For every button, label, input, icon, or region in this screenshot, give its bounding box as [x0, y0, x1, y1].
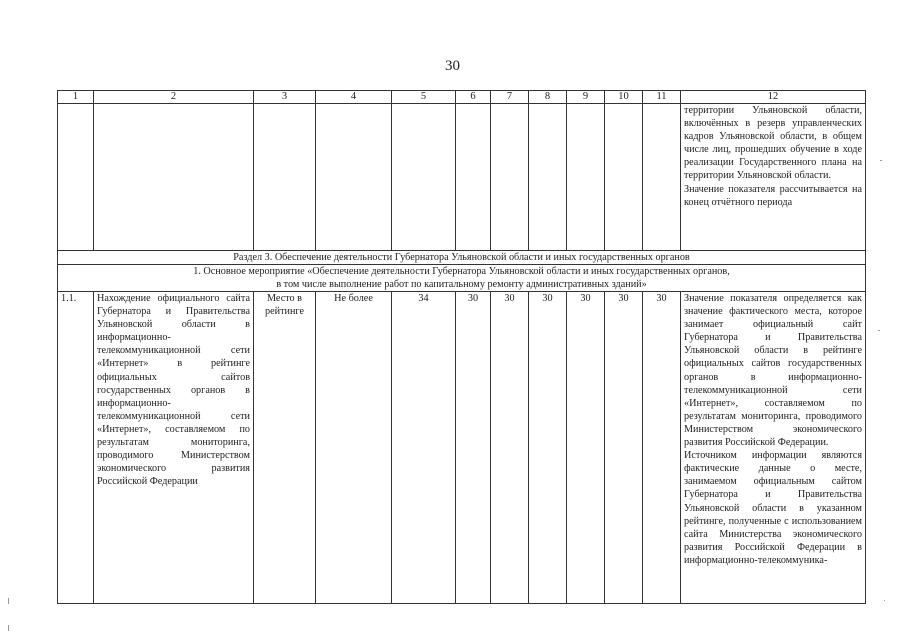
column-header-7: 7	[491, 91, 529, 104]
table-row	[58, 292, 866, 604]
column-header-11: 11	[643, 91, 681, 104]
section-row	[58, 251, 866, 265]
column-header-2: 2	[94, 91, 254, 104]
value-col-11: 30	[643, 292, 681, 604]
scan-mark	[8, 625, 9, 631]
measure-heading-line-2: в том числе выполнение работ по капитальному ремонту административных зданий»	[276, 279, 647, 290]
scan-mark	[880, 160, 882, 161]
value-col-5: 34	[392, 292, 456, 604]
section-heading: Раздел 3. Обеспечение деятельности Губернатора Ульяновской области и иных государственных органов	[58, 251, 866, 265]
column-header-1: 1	[58, 91, 94, 104]
continuation-row	[58, 104, 866, 251]
column-header-row	[58, 91, 866, 104]
indicators-table	[57, 90, 866, 604]
page-number: 30	[445, 58, 460, 74]
column-header-8: 8	[529, 91, 567, 104]
value-col-6: 30	[456, 292, 491, 604]
value-condition: Не более	[316, 292, 392, 604]
measure-heading-line-1: 1. Основное мероприятие «Обеспечение деятельности Губернатора Ульяновской области и иных государственных органов,	[193, 266, 730, 277]
value-col-10: 30	[605, 292, 643, 604]
column-header-10: 10	[605, 91, 643, 104]
continuation-text: территории Ульяновской области, включённых в резерв управленческих кадров Ульяновской области, в общем числе лиц, прошедших обучение в ходе реализации Государственного плана на территории Ульяновской области.	[684, 105, 862, 182]
description-paragraph-2: Источником информации являются фактические данные о месте, занимаемом официальным сайтом Губернатора и Правительства Ульяновской области в указанном рейтинге, полученные с использованием сайта Министерства экономического развития Российской Федерации в информационно-телекоммуника-	[684, 450, 862, 566]
column-header-3: 3	[254, 91, 316, 104]
indicator-name: Нахождение официального сайта Губернатора и Правительства Ульяновской области в информационно-телекоммуникационной сети «Интернет» в рейтинге официальных сайтов государственных органов в информационно-телекоммуникационной сети «Интернет», составляемом по результатам мониторинга, проводимого Министерством экономического развития Российской Федерации	[94, 292, 254, 604]
value-col-9: 30	[567, 292, 605, 604]
scan-mark	[878, 330, 880, 331]
scan-mark	[8, 598, 9, 604]
column-header-6: 6	[456, 91, 491, 104]
scan-mark	[884, 600, 885, 601]
unit-of-measure: Место в рейтинге	[254, 292, 316, 604]
column-header-4: 4	[316, 91, 392, 104]
value-col-8: 30	[529, 292, 567, 604]
description-paragraph-1: Значение показателя определяется как значение фактического места, которое занимает официальный сайт Губернатора и Правительства Ульяновской области в рейтинге официальных сайтов государственных органов в информационно-телекоммуникационной сети «Интернет», составляемом по результатам мониторинга, проводимого Министерством экономического развития Российской Федерации.	[684, 293, 862, 449]
value-col-7: 30	[491, 292, 529, 604]
row-number: 1.1.	[58, 292, 94, 604]
column-header-12: 12	[681, 91, 866, 104]
column-header-5: 5	[392, 91, 456, 104]
measure-heading	[58, 265, 866, 292]
measure-row	[58, 265, 866, 292]
continuation-description	[681, 104, 866, 251]
indicator-description	[681, 292, 866, 604]
continuation-note: Значение показателя рассчитывается на конец отчётного периода	[684, 183, 862, 208]
column-header-9: 9	[567, 91, 605, 104]
